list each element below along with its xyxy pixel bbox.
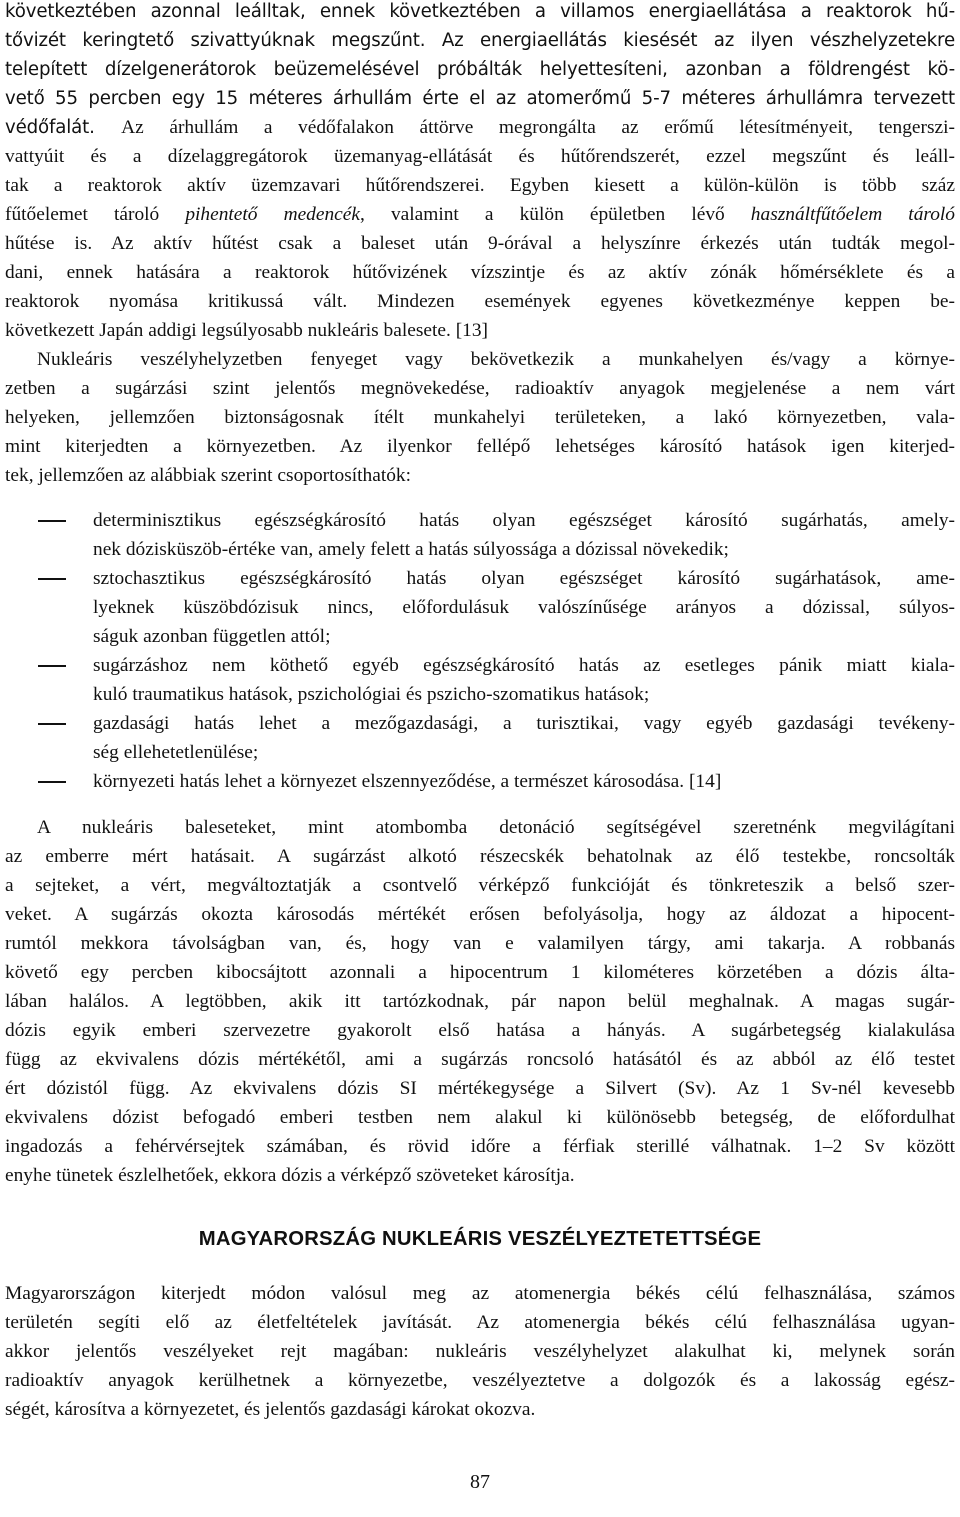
list-item-line: gazdasági hatás lehet a mezőgazdasági, a turisztikai, vagy egyéb gazdasági tevékeny-	[93, 713, 955, 734]
text-line	[5, 200, 955, 229]
text-line: A nukleáris baleseteket, mint atombomba detonáció segítségével szeretnénk megvilágítani	[37, 817, 955, 838]
text-line: mint kiterjedten a környezetben. Az ilyenkor fellépő lehetséges károsító hatások igen kiterjed-	[5, 436, 955, 457]
list-item-line: determinisztikus egészségkárosító hatás olyan egészséget károsító sugárhatás, amely-	[93, 510, 955, 531]
dash-bullet	[38, 520, 66, 522]
section-heading: MAGYARORSZÁG NUKLEÁRIS VESZÉLYEZTETETTSÉGE	[198, 1228, 762, 1250]
text-line: területén segíti elő az életfeltételek javítását. Az atomenergia békés célú felhasználása ugyan-	[5, 1312, 955, 1333]
text-line: függ az ekvivalens dózis mértékétől, ami a sugárzás roncsoló hatásától és az abból az élő testet	[5, 1049, 955, 1070]
italic-term: használtfűtőelem tároló	[750, 204, 955, 225]
text-line: Nukleáris veszélyhelyzetben fenyeget vagy bekövetkezik a munkahelyen és/vagy a környe-	[37, 349, 955, 370]
text-line: akkor jelentős veszélyeket rejt magában: nukleáris veszélyhelyzet alakulhat ki, melynek során	[5, 1341, 955, 1362]
dash-bullet	[38, 665, 66, 667]
text-line: rumtól mekkora távolságban van, és, hogy van e valamilyen tárgy, ami takarja. A robbanás	[5, 933, 955, 954]
text-line	[5, 171, 955, 200]
text-fragment: Egyben kiesett a külön-külön is több száz	[509, 175, 955, 196]
dash-bullet	[38, 781, 66, 783]
text-fragment-sans: védőfalát.	[5, 117, 122, 138]
text-line: dózis egyik emberi szervezetre gyakorolt első hatása a hányás. A sugárbetegség kialakulása	[5, 1020, 955, 1041]
dash-bullet	[38, 723, 66, 725]
list-item-line: sugárzáshoz nem köthető egyéb egészségkárosító hatás az esetleges pánik miatt kiala-	[93, 655, 955, 676]
text-line: ségét, károsítva a környezetet, és jelentős gazdasági károkat okozva.	[5, 1399, 536, 1420]
list-item-line: nek dózisküszöb-értéke van, amely felett a hatás súlyossága a dózissal növekedik;	[93, 539, 729, 560]
text-line: dani, ennek hatására a reaktorok hűtővizének vízszintje és az aktív zónák hőmérséklete és a	[5, 262, 955, 283]
text-line: tővizét keringtető szivattyúknak megszűnt. Az energiaellátás kiesését az ilyen vészhelyzetekre	[5, 30, 955, 51]
text-line: enyhe tünetek észlelhetőek, ekkora dózis a vérképző szöveteket károsítja.	[5, 1165, 575, 1186]
text-line: vető 55 percben egy 15 méteres árhullám érte el az atomerőmű 5-7 méteres árhullámra tervezett	[5, 88, 955, 109]
list-item-line: lyeknek küszöbdózisuk nincs, előfordulásuk valószínűsége arányos a dózissal, súlyos-	[93, 597, 955, 618]
text-line: hűtése is. Az aktív hűtést csak a baleset után 9-órával a helyszínre érkezés után tudták megol-	[5, 233, 955, 254]
text-line: zetben a sugárzási szint jelentős megnövekedése, radioaktív anyagok megjelenése a nem várt	[5, 378, 955, 399]
page-number: 87	[470, 1471, 490, 1493]
text-line: követő egy percben kibocsájtott azonnali a hipocentrum 1 kilométeres körzetében a dózis álta-	[5, 962, 955, 983]
text-fragment: Az árhullám a védőfalakon áttörve megrongálta az erőmű létesítményeit, tengerszi-	[121, 117, 955, 138]
list-item-line: ség ellehetetlenülése;	[93, 742, 259, 763]
text-fragment: tak a reaktorok aktív üzemzavari hűtőrendszerei.	[5, 175, 510, 196]
text-line: következtében azonnal leálltak, ennek következtében a villamos energiaellátása a reaktorok hű-	[5, 1, 955, 22]
text-line: tek, jellemzően az alábbiak szerint csoportosíthatók:	[5, 465, 411, 486]
text-line: reaktorok nyomása kritikussá vált. Mindezen események egyenes következménye keppen be-	[5, 291, 955, 312]
text-line: ért dózistól függ. Az ekvivalens dózis SI mértékegysége a Silvert (Sv). Az 1 Sv-nél kevesebb	[5, 1078, 955, 1099]
text-line	[5, 113, 955, 142]
text-line: a sejteket, a vért, megváltoztatják a csontvelő vérképző funkcióját és tönkreteszik a belső szer-	[5, 875, 955, 896]
text-line: telepített dízelgenerátorok beüzemelésével próbálták helyettesíteni, azonban a földrengést kö-	[5, 59, 955, 80]
text-line: ekvivalens dózist befogadó emberi testben nem alakul ki különösebb betegség, de előfordulhat	[5, 1107, 955, 1128]
italic-term: pihentető medencék	[185, 204, 361, 225]
text-line: veket. A sugárzás okozta károsodás mértékét erősen befolyásolja, hogy az áldozat a hipocent-	[5, 904, 955, 925]
dash-bullet	[38, 578, 66, 580]
text-fragment: , valamint a külön épületben lévő	[360, 204, 751, 225]
list-item-line: sztochasztikus egészségkárosító hatás olyan egészséget károsító sugárhatások, ame-	[93, 568, 955, 589]
text-line: az emberre mért hatásait. A sugárzást alkotó részecskék behatolnak az élő testekbe, roncsolták	[5, 846, 955, 867]
list-item-line: ságuk azonban független attól;	[93, 626, 331, 647]
text-fragment: fűtőelemet tároló	[5, 204, 186, 225]
text-line: Magyarországon kiterjedt módon valósul meg az atomenergia békés célú felhasználása, számos	[5, 1283, 955, 1304]
text-line: lában halálos. A legtöbben, akik itt tartózkodnak, pár napon belül meghalnak. A magas sugár-	[5, 991, 955, 1012]
text-line: radioaktív anyagok kerülhetnek a környezetbe, veszélyeztetve a dolgozók és a lakosság egész-	[5, 1370, 955, 1391]
list-item-line: kuló traumatikus hatások, pszichológiai és pszicho-szomatikus hatások;	[93, 684, 650, 705]
text-line: következett Japán addigi legsúlyosabb nukleáris balesete. [13]	[5, 320, 488, 341]
list-item-line: környezeti hatás lehet a környezet elszennyeződése, a természet károsodása. [14]	[93, 771, 722, 792]
text-line: helyeken, jellemzően biztonságosnak ítélt munkahelyi területeken, a lakó környezetben, vala-	[5, 407, 955, 428]
text-line: vattyúit és a dízelaggregátorok üzemanyag-ellátását és hűtőrendszerét, ezzel megszűnt és leáll-	[5, 146, 955, 167]
text-line: ingadozás a fehérvérsejtek számában, és rövid időre a férfiak sterillé válhatnak. 1–2 Sv között	[5, 1136, 955, 1157]
